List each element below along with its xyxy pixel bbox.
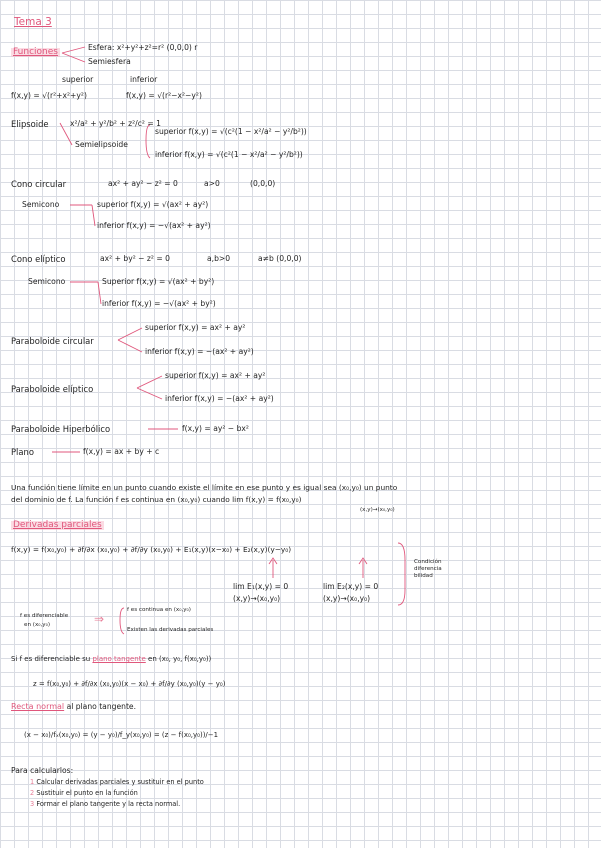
normal-label: Recta normal — [11, 702, 65, 711]
semisphere-label: Semiesfera — [88, 57, 131, 66]
ell-paraboloid-inf: inferior f(x,y) = −(ax² + ay²) — [165, 394, 274, 403]
continuity-line-1: Una función tiene límite en un punto cuando existe el límite en ese punto y es igual sea (x₀,y₀) un punto — [11, 483, 398, 492]
continuity-limit-sub: (x,y)→(x₀,y₀) — [360, 507, 395, 513]
elliptic-semicone-sup: Superior f(x,y) = √(ax² + by²) — [102, 277, 215, 286]
step-2-number: 2 — [30, 789, 35, 797]
page-title: Tema 3 — [14, 16, 52, 28]
partials-lim-2-sub: (x,y)→(x₀,y₀) — [323, 594, 371, 603]
partials-cond-2: diferencia — [414, 566, 442, 572]
partials-cond-1: Condición — [414, 559, 442, 565]
semicone-label: Semicono — [22, 200, 60, 209]
differentiable-l1: f es diferenciable — [20, 613, 69, 619]
semiellipsoid-sup: superior f(x,y) = √(c²(1 − x²/a² − y²/b²)) — [155, 127, 307, 136]
ell-paraboloid-label: Paraboloide elíptico — [11, 384, 94, 394]
normal-text: al plano tangente. — [66, 702, 137, 711]
differentiable-r1: f es continua en (x₀,y₀) — [127, 607, 191, 613]
partials-label: Derivadas parciales — [13, 520, 102, 530]
elliptic-cone-eq: ax² + by² − z² = 0 — [100, 254, 170, 263]
partials-lim-1-sub: (x,y)→(x₀,y₀) — [233, 594, 281, 603]
continuity-line-2: del dominio de f. La función f es continua en (x₀,y₀) cuando lim f(x,y) = f(x₀,y₀) — [11, 495, 302, 504]
ellipsoid-eq: x²/a² + y²/b² + z²/c² = 1 — [70, 119, 161, 128]
partials-cond-3: bilidad — [414, 573, 433, 579]
inferior-label: inferior — [130, 75, 158, 84]
elliptic-cone-cond: a,b>0 — [207, 254, 231, 263]
differentiable-l2: en (x₀,y₀) — [24, 622, 51, 628]
circ-paraboloid-inf: inferior f(x,y) = −(ax² + ay²) — [145, 347, 254, 356]
step-3-text: Formar el plano tangente y la recta normal. — [36, 800, 181, 808]
implies-arrow: ⇒ — [94, 612, 105, 626]
semicone-inf: inferior f(x,y) = −√(ax² + ay²) — [97, 221, 211, 230]
plane-eq: f(x,y) = ax + by + c — [83, 447, 160, 456]
tangent-eq: z = f(x₀,y₀) + ∂f/∂x (x₀,y₀)(x − x₀) + ∂f/∂y (x₀,y₀)(y − y₀) — [33, 680, 226, 688]
elliptic-semicone-label: Semicono — [28, 277, 66, 286]
elliptic-cone-label: Cono elíptico — [11, 254, 66, 264]
superior-label: superior — [62, 75, 94, 84]
cone-label: Cono circular — [11, 179, 67, 189]
step-1-number: 1 — [30, 778, 35, 786]
tangent-text-2: en (x₀, y₀, f(x₀,y₀)) — [148, 655, 212, 663]
hyp-paraboloid-eq: f(x,y) = ay² − bx² — [182, 424, 249, 433]
tangent-text: Si f es diferenciable su — [11, 655, 91, 663]
step-2-text: Sustituir el punto en la función — [36, 789, 138, 797]
ellipsoid-label: Elipsoide — [11, 119, 49, 129]
plane-label: Plano — [11, 447, 34, 457]
partials-lim-1: lim E₁(x,y) = 0 — [233, 582, 289, 591]
cone-origin: (0,0,0) — [250, 179, 276, 188]
partials-eq: f(x,y) = f(x₀,y₀) + ∂f/∂x (x₀,y₀) + ∂f/∂y (x₀,y₀) + E₁(x,y)(x−x₀) + E₂(x,y)(y−y₀) — [11, 545, 292, 554]
semiellipsoid-inf: inferior f(x,y) = √(c²(1 − x²/a² − y²/b²)) — [155, 150, 303, 159]
circ-paraboloid-label: Paraboloide circular — [11, 336, 94, 346]
normal-eq: (x − x₀)/fₓ(x₀,y₀) = (y − y₀)/f_y(x₀,y₀) = (z − f(x₀,y₀))/−1 — [24, 731, 219, 739]
elliptic-cone-cond2: a≠b (0,0,0) — [258, 254, 302, 263]
semicone-sup: superior f(x,y) = √(ax² + ay²) — [97, 200, 209, 209]
hyp-paraboloid-label: Paraboloide Hiperbólico — [11, 424, 111, 434]
ell-paraboloid-sup: superior f(x,y) = ax² + ay² — [165, 371, 266, 380]
semiellipsoid-label: Semielipsoide — [75, 140, 128, 149]
step-3-number: 3 — [30, 800, 35, 808]
semisphere-sup-eq: f(x,y) = √(r²+x²+y²) — [11, 91, 87, 100]
differentiable-r2: Existen las derivadas parciales — [127, 627, 214, 633]
step-1-text: Calcular derivadas parciales y sustituir en el punto — [36, 778, 204, 786]
steps-title: Para calcularlos: — [11, 766, 74, 775]
partials-lim-2: lim E₂(x,y) = 0 — [323, 582, 379, 591]
step-2 — [30, 790, 138, 797]
step-1 — [30, 779, 204, 786]
elliptic-semicone-inf: inferior f(x,y) = −√(ax² + by²) — [102, 299, 216, 308]
functions-label: Funciones — [13, 47, 58, 57]
semisphere-inf-eq: f(x,y) = √(r²−x²−y²) — [126, 91, 202, 100]
cone-cond: a>0 — [204, 179, 220, 188]
sphere-eq: Esfera: x²+y²+z²=r² (0,0,0) r — [88, 43, 198, 52]
cone-eq: ax² + ay² − z² = 0 — [108, 179, 178, 188]
tangent-plane-label: plano tangente — [92, 655, 146, 663]
step-3 — [30, 801, 180, 808]
circ-paraboloid-sup: superior f(x,y) = ax² + ay² — [145, 323, 246, 332]
